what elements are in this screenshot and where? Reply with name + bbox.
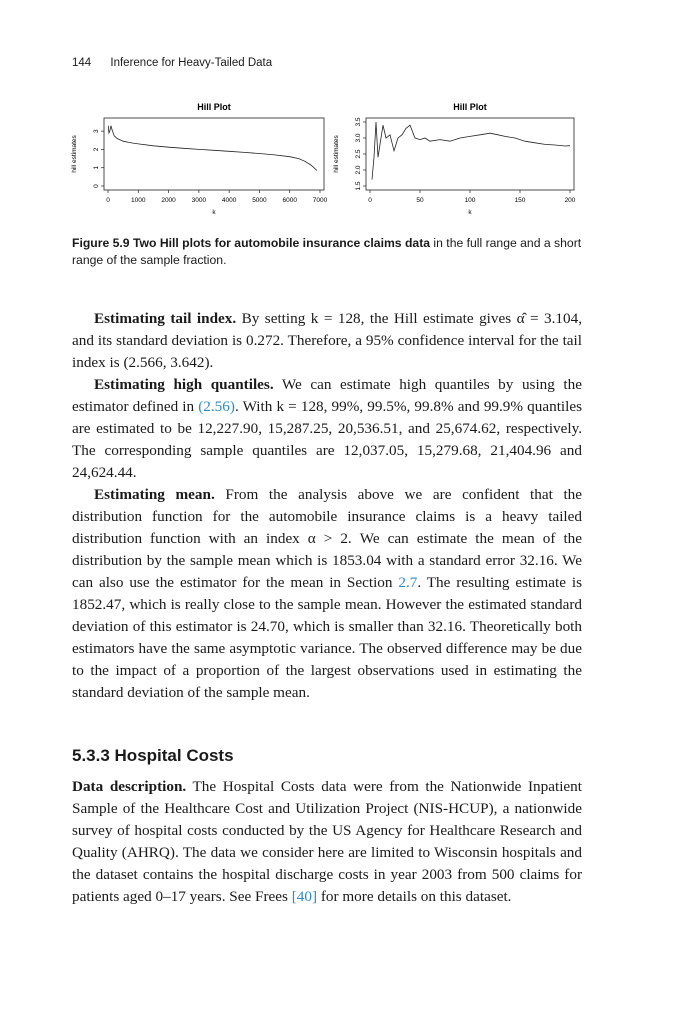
- body-text: [72, 308, 582, 704]
- running-header: [72, 57, 272, 69]
- caption-label: Figure 5.9: [72, 236, 130, 250]
- hill-estimate-line: [372, 122, 570, 180]
- text-quantiles-b: . With k = 128, 99%, 99.5%, 99.8% and 99.9% quantiles are estimated to be 12,227.90, 15,287.25, 20,536.51, and 25,674.62, respectively. The corresponding sample quantiles are 12,037.05, 15,279.68, 21,404.96 and 24,624.44.: [72, 398, 583, 481]
- running-title: Inference for Heavy-Tailed Data: [110, 57, 273, 69]
- y-tick-label: 3.5: [355, 117, 362, 127]
- x-tick-label: 3000: [191, 197, 207, 204]
- caption-rest: in the full range and a short range of the sample fraction.: [72, 236, 582, 267]
- citation-link[interactable]: [40]: [291, 888, 318, 905]
- y-tick-label: 2: [93, 147, 100, 152]
- lead-data-description: Data description.: [72, 778, 187, 795]
- y-tick-label: 1: [93, 165, 100, 170]
- x-tick-label: 150: [514, 197, 526, 204]
- hill-plots-svg: [62, 96, 592, 226]
- page-number: 144: [72, 57, 92, 69]
- x-tick-label: 0: [106, 197, 110, 204]
- y-tick-label: 3.0: [355, 133, 362, 143]
- plot-title: Hill Plot: [197, 102, 231, 112]
- hill-plots-figure: [62, 96, 592, 226]
- x-tick-label: 6000: [282, 197, 297, 204]
- plot-frame: [104, 118, 324, 190]
- paragraph-mean: [72, 484, 582, 704]
- text-quantiles-a: We can estimate high quantiles by using the estimator defined in: [72, 376, 582, 415]
- hill-plot-1: [71, 102, 328, 216]
- text-data-b: for more details on this dataset.: [317, 888, 512, 905]
- y-tick-label: 1.5: [355, 181, 362, 191]
- lead-high-quantiles: Estimating high quantiles.: [94, 376, 274, 393]
- lead-tail-index: Estimating tail index.: [94, 310, 237, 327]
- y-tick-label: 0: [93, 184, 100, 188]
- paragraph-data-description: [72, 776, 582, 908]
- equation-link[interactable]: (2.56): [198, 398, 235, 415]
- plot-frame: [366, 118, 574, 190]
- x-tick-label: 50: [416, 197, 424, 204]
- hill-estimate-line: [108, 126, 317, 171]
- y-axis-label: hill estimates: [333, 135, 340, 173]
- section-link[interactable]: 2.7: [398, 574, 418, 591]
- x-tick-label: 7000: [312, 197, 328, 204]
- paragraph-high-quantiles: [72, 374, 582, 484]
- text-mean-a: From the analysis above we are confident that the distribution function for the automobile insurance claims is a heavy tailed distribution function with an index α > 2. We can estimate the mean of the distribution by the sample mean which is 1853.04 with a standard error 32.16. We can also use the estimator for the mean in Section: [72, 486, 583, 591]
- x-tick-label: 0: [368, 197, 372, 204]
- x-axis-label: k: [468, 209, 472, 216]
- x-axis-label: k: [212, 209, 216, 216]
- section-heading: 5.3.3 Hospital Costs: [72, 746, 234, 765]
- figure-caption: [72, 235, 584, 269]
- x-tick-label: 4000: [221, 197, 237, 204]
- lead-mean: Estimating mean.: [94, 486, 215, 503]
- x-tick-label: 1000: [131, 197, 146, 204]
- x-tick-label: 200: [564, 197, 576, 204]
- text-mean-b: . The resulting estimate is 1852.47, which is really close to the sample mean. However the estimated standard deviation of this estimator is 24.70, which is smaller than 32.16. Theoretically both estimators have the same asymptotic variance. The observed difference may be due to the impact of a proportion of the largest observations used in estimating the standard deviation of the sample mean.: [72, 574, 582, 701]
- text-tail-index: By setting k = 128, the Hill estimate gives α̂ = 3.104, and its standard deviation is 0.272. Therefore, a 95% confidence interval for the tail index is (2.566, 3.642).: [72, 310, 583, 371]
- hill-plot-2: [333, 102, 576, 216]
- x-tick-label: 100: [464, 197, 476, 204]
- x-tick-label: 2000: [161, 197, 176, 204]
- y-axis-label: hill estimates: [71, 135, 78, 173]
- caption-bold: Two Hill plots for automobile insurance claims data: [132, 236, 431, 250]
- text-data-a: The Hospital Costs data were from the Nationwide Inpatient Sample of the Healthcare Cost and Utilization Project (NIS-HCUP), a nationwide survey of hospital costs conducted by the US Agency for Healthcare Research and Quality (AHRQ). The data we consider here are limited to Wisconsin hospitals and the dataset contains the hospital discharge costs in year 2003 from 500 claims for patients aged 0–17 years. See Frees: [72, 778, 582, 905]
- y-tick-label: 2.0: [355, 165, 362, 175]
- y-tick-label: 3: [93, 129, 100, 133]
- paragraph-tail-index: [72, 308, 582, 374]
- x-tick-label: 5000: [252, 197, 267, 204]
- y-tick-label: 2.5: [355, 149, 362, 159]
- section-body: [72, 776, 582, 908]
- plot-title: Hill Plot: [453, 102, 487, 112]
